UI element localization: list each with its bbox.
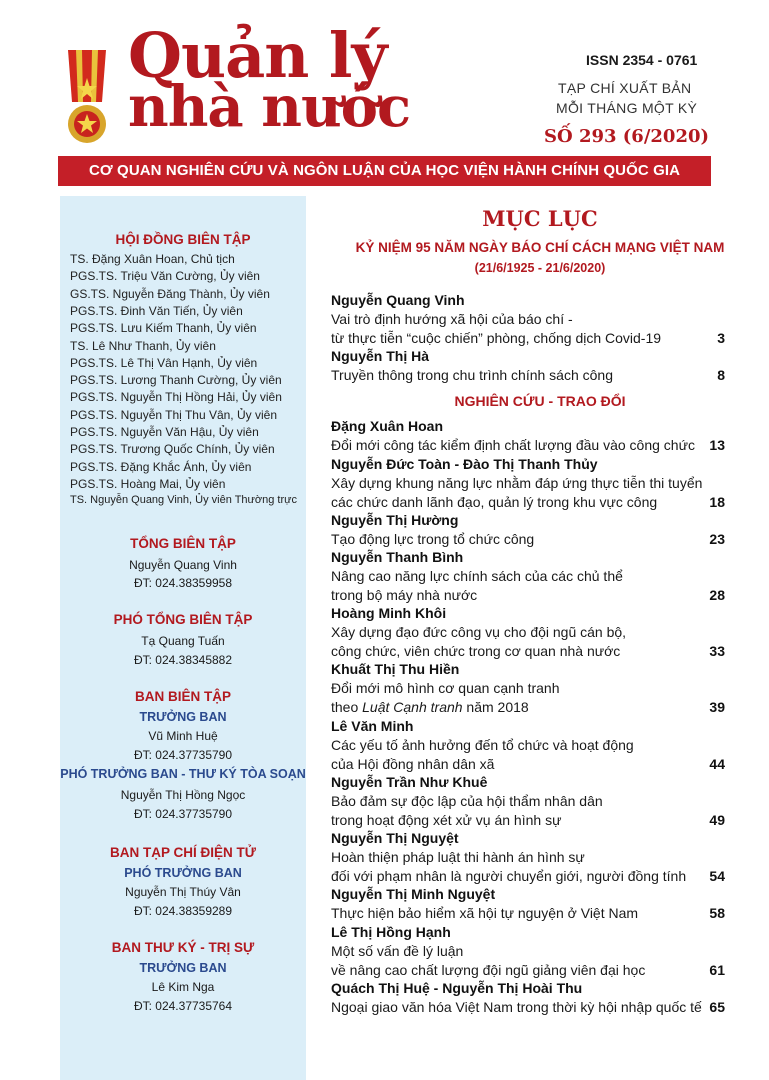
toc-article-title: trong hoạt động xét xử vụ án hình sự [331, 812, 562, 828]
toc-page-number: 8 [717, 367, 725, 383]
board-member: PGS.TS. Đinh Văn Tiến, Ủy viên [70, 303, 243, 318]
toc-article-title: trong bộ máy nhà nước [331, 587, 478, 603]
toc-title: MỤC LỤC [482, 206, 598, 231]
secretariat-title: BAN THƯ KÝ - TRỊ SỰ [111, 940, 255, 955]
toc-article-title: từ thực tiễn “cuộc chiến” phòng, chống dịch Covid-19 [331, 330, 662, 346]
toc-page-number: 49 [709, 812, 725, 828]
online-board-name: Nguyễn Thị Thúy Vân [125, 885, 241, 899]
toc-section-anniversary-dates: (21/6/1925 - 21/6/2020) [474, 261, 606, 275]
board-member: GS.TS. Nguyễn Đăng Thành, Ủy viên [70, 286, 270, 301]
board-member: PGS.TS. Nguyễn Thị Thu Vân, Ủy viên [70, 407, 277, 422]
logo-line-2: nhà nước [128, 73, 411, 140]
editor-in-chief-name: Nguyễn Quang Vinh [129, 558, 237, 572]
toc-page-number: 23 [709, 531, 725, 547]
toc-author: Quách Thị Huệ - Nguyễn Thị Hoài Thu [331, 980, 583, 996]
deputy-editor-name: Tạ Quang Tuấn [141, 634, 225, 648]
editorial-board-head-title: TRƯỞNG BAN [139, 710, 227, 724]
toc-author: Khuất Thị Thu Hiền [331, 661, 460, 677]
toc-title-italic-text: Luật Cạnh tranh [362, 699, 463, 715]
board-member: PGS.TS. Nguyễn Thị Hồng Hải, Ủy viên [70, 390, 282, 405]
board-member: PGS.TS. Hoàng Mai, Ủy viên [70, 476, 226, 491]
toc-page-number: 18 [709, 494, 725, 510]
toc-page-number: 39 [709, 699, 725, 715]
toc-page-number: 58 [709, 905, 725, 921]
toc-article-title: Nâng cao năng lực chính sách của các chủ thể [331, 568, 623, 584]
secretariat-name: Lê Kim Nga [151, 980, 215, 994]
toc-author: Nguyễn Thị Nguyệt [331, 830, 459, 846]
medal-emblem-icon [62, 50, 112, 145]
toc-author: Nguyễn Thanh Bình [331, 549, 464, 565]
editorial-board-deputy-name: Nguyễn Thị Hồng Ngọc [120, 788, 246, 802]
online-board-role: PHÓ TRƯỞNG BAN [124, 866, 242, 880]
editorial-board-deputy-phone: ĐT: 024.37735790 [133, 807, 233, 821]
toc-page-number: 44 [709, 756, 725, 772]
toc-article-title: Đổi mới mô hình cơ quan cạnh tranh [331, 680, 560, 696]
editor-in-chief-phone: ĐT: 024.38359958 [133, 576, 233, 590]
toc-article-title: của Hội đồng nhân dân xã [331, 756, 495, 772]
board-member: PGS.TS. Trương Quốc Chính, Ủy viên [70, 442, 275, 457]
toc-author: Đặng Xuân Hoan [331, 418, 444, 434]
toc-article-title: Tạo động lực trong tổ chức công [331, 531, 535, 547]
toc-author: Nguyễn Đức Toàn - Đào Thị Thanh Thủy [331, 456, 598, 472]
toc-article-title: Xây dựng đạo đức công vụ cho đội ngũ cán bộ, [331, 624, 627, 640]
toc-page-number: 3 [717, 330, 725, 346]
editorial-board-deputy-title: PHÓ TRƯỞNG BAN - THƯ KÝ TÒA SOẠN [60, 767, 306, 781]
board-member: TS. Nguyễn Quang Vinh, Ủy viên Thường trực [70, 494, 297, 507]
toc-author: Nguyễn Thị Minh Nguyệt [331, 886, 496, 902]
toc-section-research: NGHIÊN CỨU - TRAO ĐỔI [454, 393, 626, 409]
board-member: PGS.TS. Triệu Văn Cường, Ủy viên [70, 269, 260, 284]
toc-page-number: 65 [709, 999, 725, 1015]
toc-article-title: Xây dựng khung năng lực nhằm đáp ứng thực tiễn thi tuyển [331, 475, 703, 491]
toc-page-number: 61 [709, 962, 725, 978]
toc-article-title: Bảo đảm sự độc lập của hội thẩm nhân dân [331, 793, 603, 809]
editorial-board-head-name: Vũ Minh Huệ [148, 729, 218, 743]
issn: ISSN 2354 - 0761 [586, 52, 698, 68]
online-board-title: BAN TẠP CHÍ ĐIỆN TỬ [110, 845, 256, 860]
toc-article-title: Hoàn thiện pháp luật thi hành án hình sự [331, 849, 585, 865]
toc-page-number: 13 [709, 437, 725, 453]
editor-in-chief-title: TỔNG BIÊN TẬP [130, 536, 236, 551]
online-board-phone: ĐT: 024.38359289 [133, 904, 233, 918]
toc-article-title: Vai trò định hướng xã hội của báo chí - [331, 311, 573, 327]
toc-page-number: 33 [709, 643, 725, 659]
editorial-board-title: BAN BIÊN TẬP [134, 689, 231, 704]
board-title: HỘI ĐỒNG BIÊN TẬP [115, 232, 251, 247]
toc-author: Nguyễn Trần Như Khuê [331, 774, 488, 790]
toc-section-anniversary: KỶ NIỆM 95 NĂM NGÀY BÁO CHÍ CÁCH MẠNG VIỆT NAM [355, 240, 725, 255]
toc-article-title: các chức danh lãnh đạo, quản lý trong khu vực công [331, 494, 658, 510]
magazine-logo [128, 19, 411, 140]
board-member: PGS.TS. Lương Thanh Cường, Ủy viên [70, 373, 282, 388]
toc-article-title: đối với phạm nhân là người chuyển giới, người đồng tính [331, 868, 687, 884]
board-member: TS. Đặng Xuân Hoan, Chủ tịch [70, 252, 235, 266]
toc-page-number: 28 [709, 587, 725, 603]
toc-article-title: Thực hiện bảo hiểm xã hội tự nguyện ở Việt Nam [331, 905, 639, 921]
board-member: PGS.TS. Lưu Kiếm Thanh, Ủy viên [70, 321, 257, 336]
toc-author: Nguyễn Thị Hường [331, 512, 459, 528]
board-member: TS. Lê Như Thanh, Ủy viên [70, 338, 216, 353]
toc-article-title: Truyền thông trong chu trình chính sách công [331, 367, 613, 383]
board-member: PGS.TS. Lê Thị Vân Hạnh, Ủy viên [70, 355, 258, 370]
organization-banner: CƠ QUAN NGHIÊN CỨU VÀ NGÔN LUẬN CỦA HỌC VIỆN HÀNH CHÍNH QUỐC GIA [58, 156, 711, 186]
issue-number: SỐ 293 (6/2020) [544, 126, 710, 147]
toc-author: Nguyễn Quang Vinh [331, 292, 465, 308]
toc-article-title: công chức, viên chức trong cơ quan nhà nước [331, 643, 621, 659]
logo-line-1: Quản lý [128, 19, 387, 92]
toc-author: Hoàng Minh Khôi [331, 605, 447, 621]
editorial-sidebar [60, 196, 306, 1080]
deputy-editor-phone: ĐT: 024.38345882 [133, 653, 233, 667]
toc-author: Lê Thị Hồng Hạnh [331, 924, 451, 940]
toc-author: Nguyễn Thị Hà [331, 348, 430, 364]
toc-article-title: về nâng cao chất lượng đội ngũ giảng viên đại học [331, 962, 646, 978]
toc-article-title: Ngoại giao văn hóa Việt Nam trong thời kỳ hội nhập quốc tế [331, 999, 702, 1015]
toc-author: Lê Văn Minh [331, 718, 414, 734]
toc-article-title: Các yếu tố ảnh hưởng đến tổ chức và hoạt động [331, 737, 634, 753]
board-member: PGS.TS. Đặng Khắc Ánh, Ủy viên [70, 459, 252, 474]
toc-article-title [331, 699, 529, 715]
toc-article-title: Đổi mới công tác kiểm định chất lượng đầu vào công chức [331, 437, 695, 453]
publication-note-1: TẠP CHÍ XUẤT BẢN [558, 80, 692, 96]
toc-title-text: theo [331, 699, 363, 715]
toc-page-number: 54 [709, 868, 725, 884]
toc-article-title: Một số vấn đề lý luận [331, 943, 464, 959]
publication-note-2: MỖI THÁNG MỘT KỲ [556, 100, 698, 116]
board-member: PGS.TS. Nguyễn Văn Hậu, Ủy viên [70, 425, 259, 439]
toc-title-text: năm 2018 [462, 699, 529, 715]
secretariat-phone: ĐT: 024.37735764 [133, 999, 233, 1013]
editorial-board-head-phone: ĐT: 024.37735790 [133, 748, 233, 762]
deputy-editor-title: PHÓ TỔNG BIÊN TẬP [113, 612, 253, 627]
secretariat-role: TRƯỞNG BAN [139, 961, 227, 975]
